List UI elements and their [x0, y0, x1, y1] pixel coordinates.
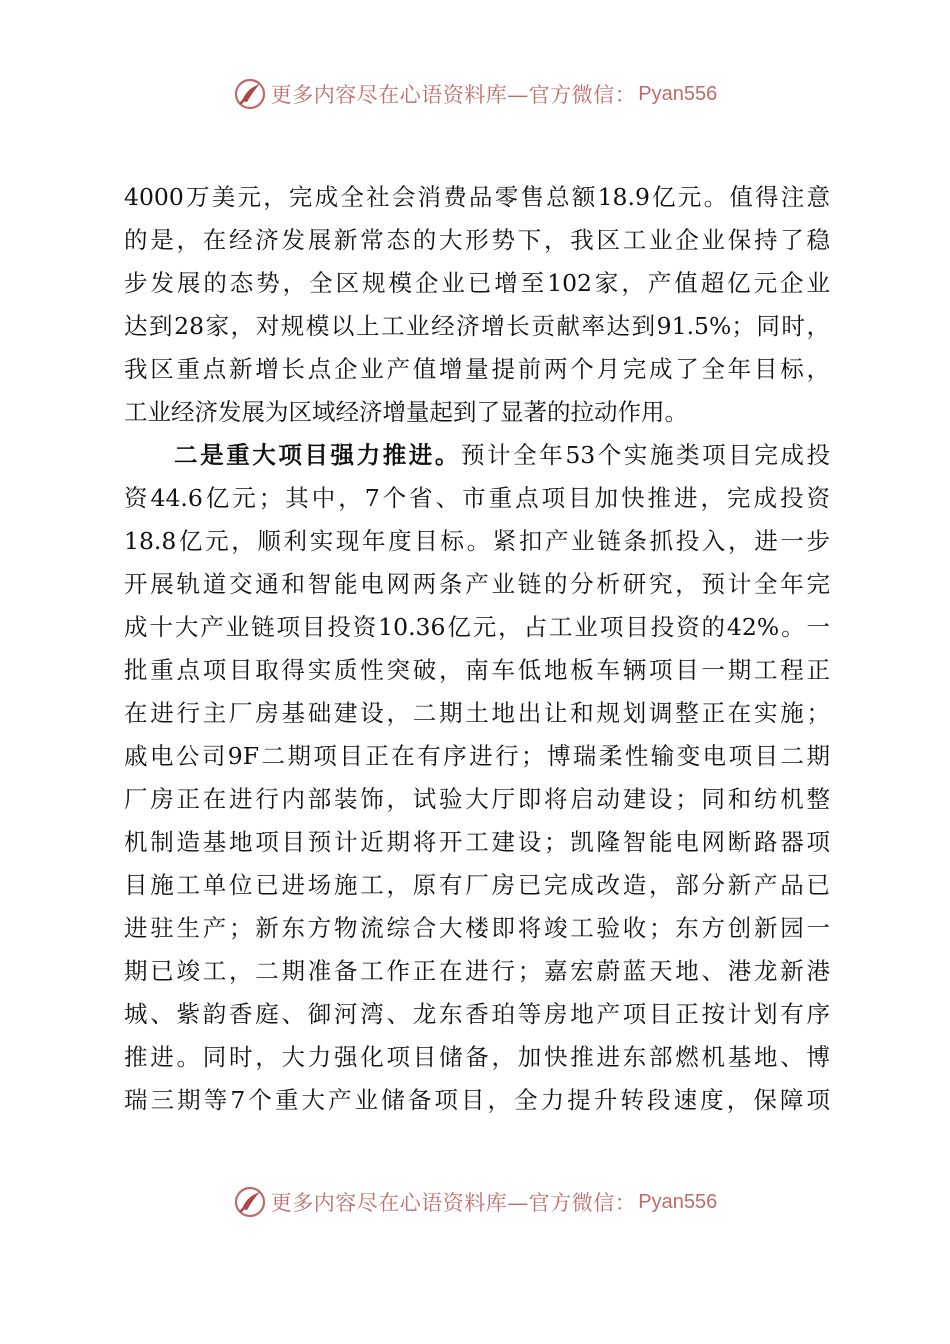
text-line: 成十大产业链项目投资10.36亿元，占工业项目投资的42%。一: [124, 613, 830, 641]
text-line: 我区重点新增长点企业产值增量提前两个月完成了全年目标，: [124, 355, 830, 383]
text-line: 在进行主厂房基础建设，二期土地出让和规划调整正在实施；: [124, 699, 830, 727]
text-line: 18.8亿元，顺利实现年度目标。紧扣产业链条抓投入，进一步: [124, 527, 830, 555]
watermark-text: 更多内容尽在心语资料库—官方微信：: [270, 83, 637, 107]
text-line: 戚电公司9F二期项目正在有序进行；博瑞柔性输变电项目二期: [124, 742, 830, 770]
paragraph-industry: [124, 176, 830, 434]
text-line: 的是，在经济发展新常态的大形势下，我区工业企业保持了稳: [124, 226, 830, 254]
section-heading: 二是重大项目强力推进。: [174, 441, 461, 469]
document-body: [124, 176, 830, 1122]
text-line: 批重点项目取得实质性突破，南车低地板车辆项目一期工程正: [124, 656, 830, 684]
watermark-wechat-id: Pyan556: [638, 82, 718, 105]
text-line: 步发展的态势，全区规模企业已增至102家，产值超亿元企业: [124, 269, 830, 297]
brush-logo-icon: [233, 1185, 267, 1219]
watermark-text: 更多内容尽在心语资料库—官方微信：: [270, 1191, 637, 1215]
text-line: 瑞三期等7个重大产业储备项目，全力提升转段速度，保障项: [124, 1086, 830, 1114]
brush-logo-icon: [233, 77, 267, 111]
paragraph-major-projects: [124, 434, 830, 1122]
text-line: 开展轨道交通和智能电网两条产业链的分析研究，预计全年完: [124, 570, 830, 598]
text-line: 推进。同时，大力强化项目储备，加快推进东部燃机基地、博: [124, 1043, 830, 1071]
heading-line-rest: 预计全年53个实施类项目完成投: [460, 441, 831, 469]
text-line: 城、紫韵香庭、御河湾、龙东香珀等房地产项目正按计划有序: [124, 1000, 830, 1028]
text-line: 资44.6亿元；其中，7个省、市重点项目加快推进，完成投资: [124, 484, 830, 512]
text-line: 工业经济发展为区域经济增量起到了显著的拉动作用。: [124, 398, 688, 426]
text-line: 期已竣工，二期准备工作正在进行；嘉宏蔚蓝天地、港龙新港: [124, 957, 830, 985]
text-line: 进驻生产；新东方物流综合大楼即将竣工验收；东方创新园一: [124, 914, 830, 942]
text-line: 达到28家，对规模以上工业经济增长贡献率达到91.5%；同时，: [124, 312, 830, 340]
text-line: 厂房正在进行内部装饰，试验大厅即将启动建设；同和纺机整: [124, 785, 830, 813]
watermark-footer: [0, 1182, 950, 1222]
text-line: 目施工单位已进场施工，原有厂房已完成改造，部分新产品已: [124, 871, 830, 899]
watermark-wechat-id: Pyan556: [638, 1190, 718, 1213]
watermark-header: [0, 74, 950, 114]
text-line: 4000万美元，完成全社会消费品零售总额18.9亿元。值得注意: [124, 183, 830, 211]
text-line: 机制造基地项目预计近期将开工建设；凯隆智能电网断路器项: [124, 828, 830, 856]
text-line: [124, 434, 830, 477]
